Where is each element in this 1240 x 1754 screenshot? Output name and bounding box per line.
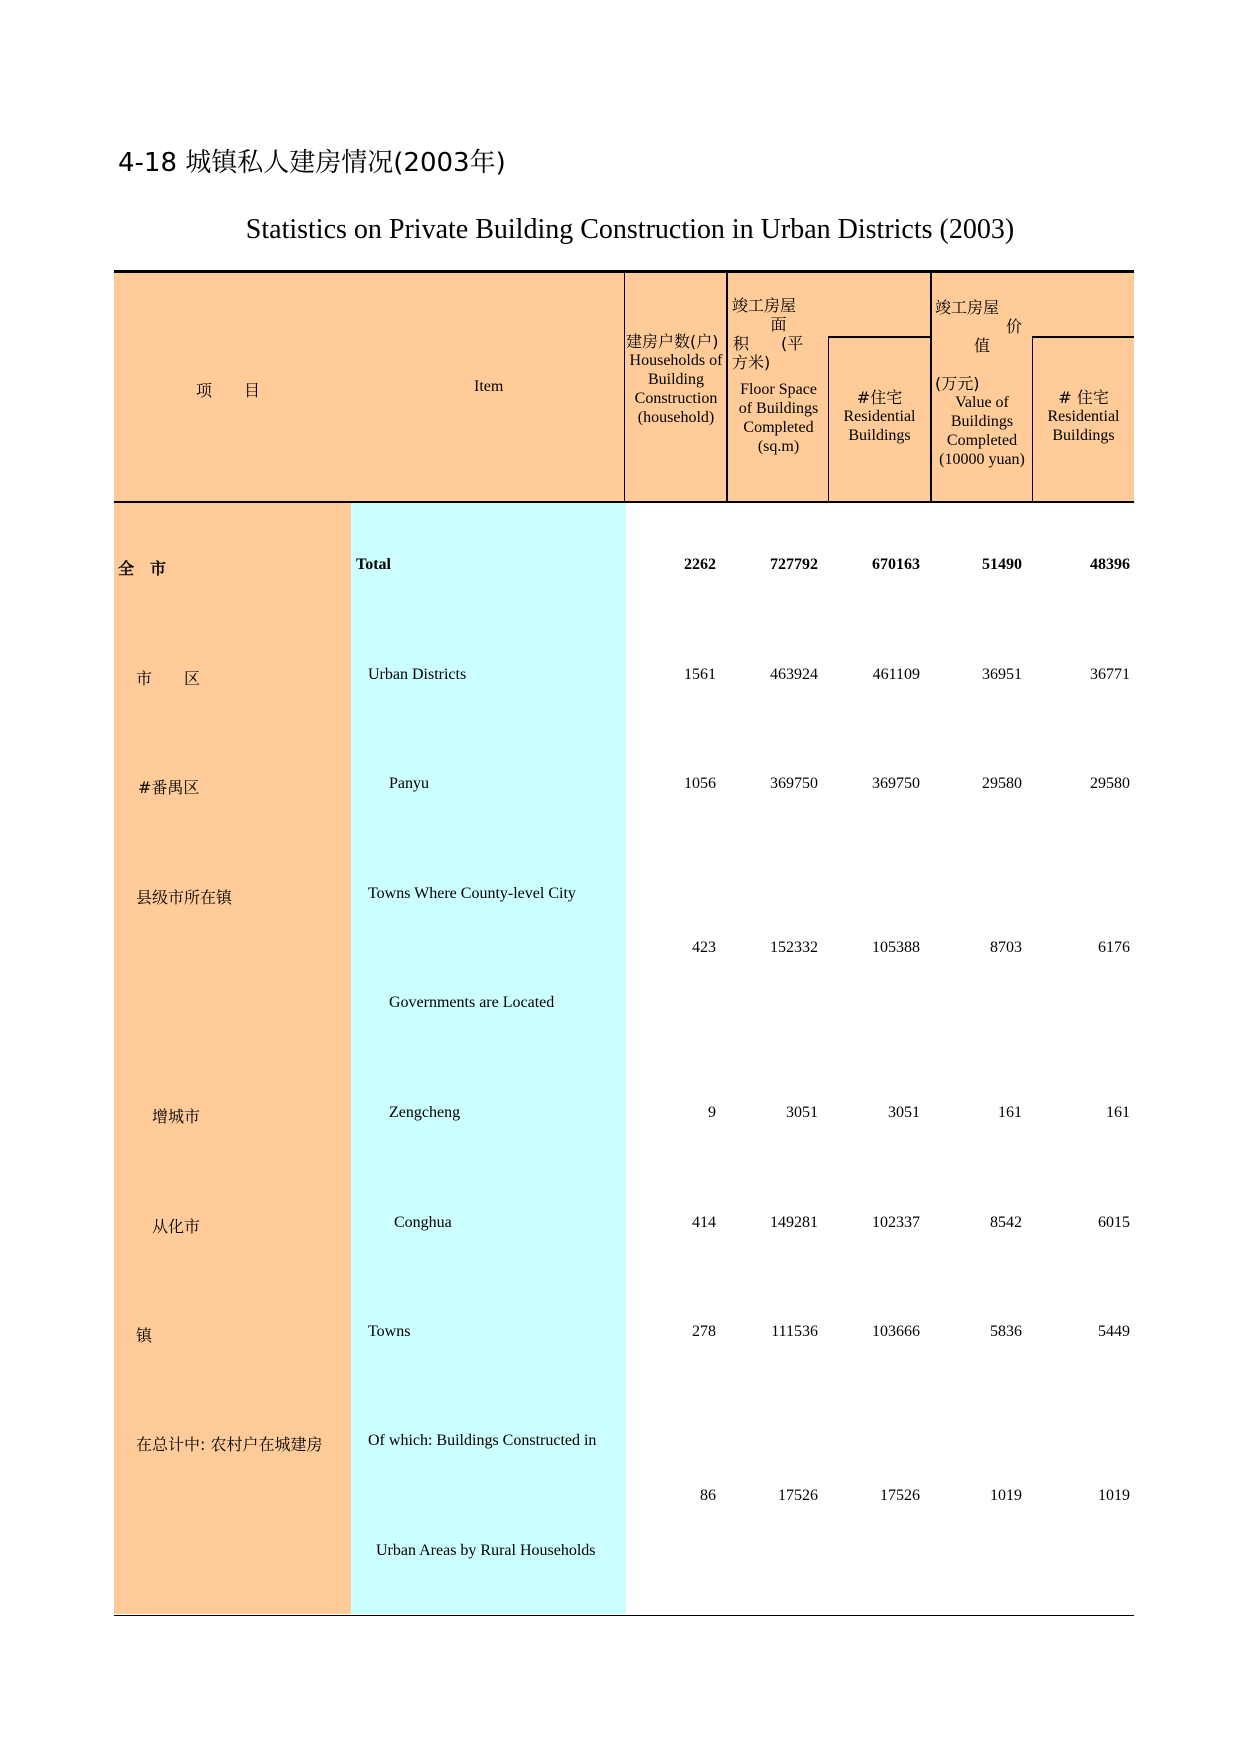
cell-value: 161 xyxy=(998,1104,1022,1121)
row-label-en: Total xyxy=(356,556,391,573)
cell-floor-residential: 369750 xyxy=(872,775,920,792)
header-floor-residential: #住宅 Residential Buildings xyxy=(843,388,916,444)
cell-value: 51490 xyxy=(982,556,1022,573)
cell-households: 423 xyxy=(692,939,716,956)
cell-floor-space: 149281 xyxy=(770,1214,818,1231)
cell-value-residential: 29580 xyxy=(1090,775,1130,792)
cell-households: 2262 xyxy=(684,556,716,573)
cell-households: 278 xyxy=(692,1323,716,1340)
cell-households: 1056 xyxy=(684,775,716,792)
cell-value: 5836 xyxy=(990,1323,1022,1340)
cell-floor-space: 727792 xyxy=(770,556,818,573)
cell-floor-space: 111536 xyxy=(771,1323,818,1340)
row-label-en: Towns Where County-level City xyxy=(368,885,576,902)
cell-floor-space: 17526 xyxy=(778,1487,818,1504)
cell-floor-space: 369750 xyxy=(770,775,818,792)
row-label-cn: 全 市 xyxy=(118,559,167,578)
cell-value: 8703 xyxy=(990,939,1022,956)
header-item-cn: 项 目 xyxy=(196,381,261,400)
header-item-en: Item xyxy=(474,378,504,395)
cell-value: 29580 xyxy=(982,775,1022,792)
cell-floor-residential: 3051 xyxy=(888,1104,920,1121)
cell-value-residential: 6015 xyxy=(1098,1214,1130,1231)
header-households: 建房户数(户) Households of Building Construction (household) xyxy=(626,332,723,426)
cell-floor-space: 152332 xyxy=(770,939,818,956)
cell-value: 36951 xyxy=(982,666,1022,683)
page-title-en: Statistics on Private Building Construction in Urban Districts (2003) xyxy=(245,214,1015,245)
cell-value: 8542 xyxy=(990,1214,1022,1231)
cell-value-residential: 1019 xyxy=(1098,1487,1130,1504)
cell-value-residential: 6176 xyxy=(1098,939,1130,956)
cell-households: 86 xyxy=(700,1487,716,1504)
row-label-en: Conghua xyxy=(394,1214,452,1231)
row-label-cn: 增城市 xyxy=(152,1107,201,1126)
row-label-en-continued: Governments are Located xyxy=(389,994,555,1011)
cell-floor-space: 463924 xyxy=(770,666,818,683)
row-label-en-continued: Urban Areas by Rural Households xyxy=(376,1542,596,1559)
cell-households: 414 xyxy=(692,1214,716,1231)
row-label-en: Panyu xyxy=(389,775,429,792)
cell-floor-residential: 102337 xyxy=(872,1214,920,1231)
statistics-table xyxy=(114,270,1134,1617)
row-label-cn: 镇 xyxy=(136,1326,153,1345)
cell-floor-residential: 461109 xyxy=(872,666,920,683)
cell-value-residential: 5449 xyxy=(1098,1323,1130,1340)
header-value: 竣工房屋 价 值 (万元) Value of Buildings Completed (10000 yuan) xyxy=(935,298,1025,468)
row-label-en: Of which: Buildings Constructed in xyxy=(368,1432,597,1449)
row-label-cn: #番禺区 xyxy=(138,778,200,797)
bottom-rule xyxy=(114,1615,1134,1616)
cell-value-residential: 36771 xyxy=(1090,666,1130,683)
row-label-cn: 市 区 xyxy=(136,669,201,688)
cell-floor-residential: 105388 xyxy=(872,939,920,956)
page-title-cn: 4-18 城镇私人建房情况(2003年) xyxy=(118,148,506,178)
cell-value: 1019 xyxy=(990,1487,1022,1504)
row-label-en: Zengcheng xyxy=(389,1104,461,1121)
cell-floor-residential: 670163 xyxy=(872,556,920,573)
row-label-cn: 在总计中: 农村户在城建房 xyxy=(136,1435,323,1454)
row-label-cn: 县级市所在镇 xyxy=(136,888,233,907)
cell-value-residential: 161 xyxy=(1106,1104,1130,1121)
cell-floor-space: 3051 xyxy=(786,1104,818,1121)
row-label-en: Towns xyxy=(368,1323,411,1340)
cell-value-residential: 48396 xyxy=(1090,556,1130,573)
header-value-residential: # 住宅 Residential Buildings xyxy=(1047,388,1120,444)
cell-floor-residential: 17526 xyxy=(880,1487,920,1504)
row-label-en: Urban Districts xyxy=(368,666,467,683)
cell-households: 1561 xyxy=(684,666,716,683)
floor-subheader-rule xyxy=(828,336,930,338)
header-floor-space: 竣工房屋 面 积 (平 方米) Floor Space of Buildings Completed (sq.m) xyxy=(732,296,819,455)
cell-floor-residential: 103666 xyxy=(872,1323,920,1340)
value-subheader-rule xyxy=(1032,336,1134,338)
row-label-cn: 从化市 xyxy=(152,1217,201,1236)
divider-v1 xyxy=(624,270,625,502)
divider-v2 xyxy=(726,270,728,502)
cell-households: 9 xyxy=(708,1104,716,1121)
